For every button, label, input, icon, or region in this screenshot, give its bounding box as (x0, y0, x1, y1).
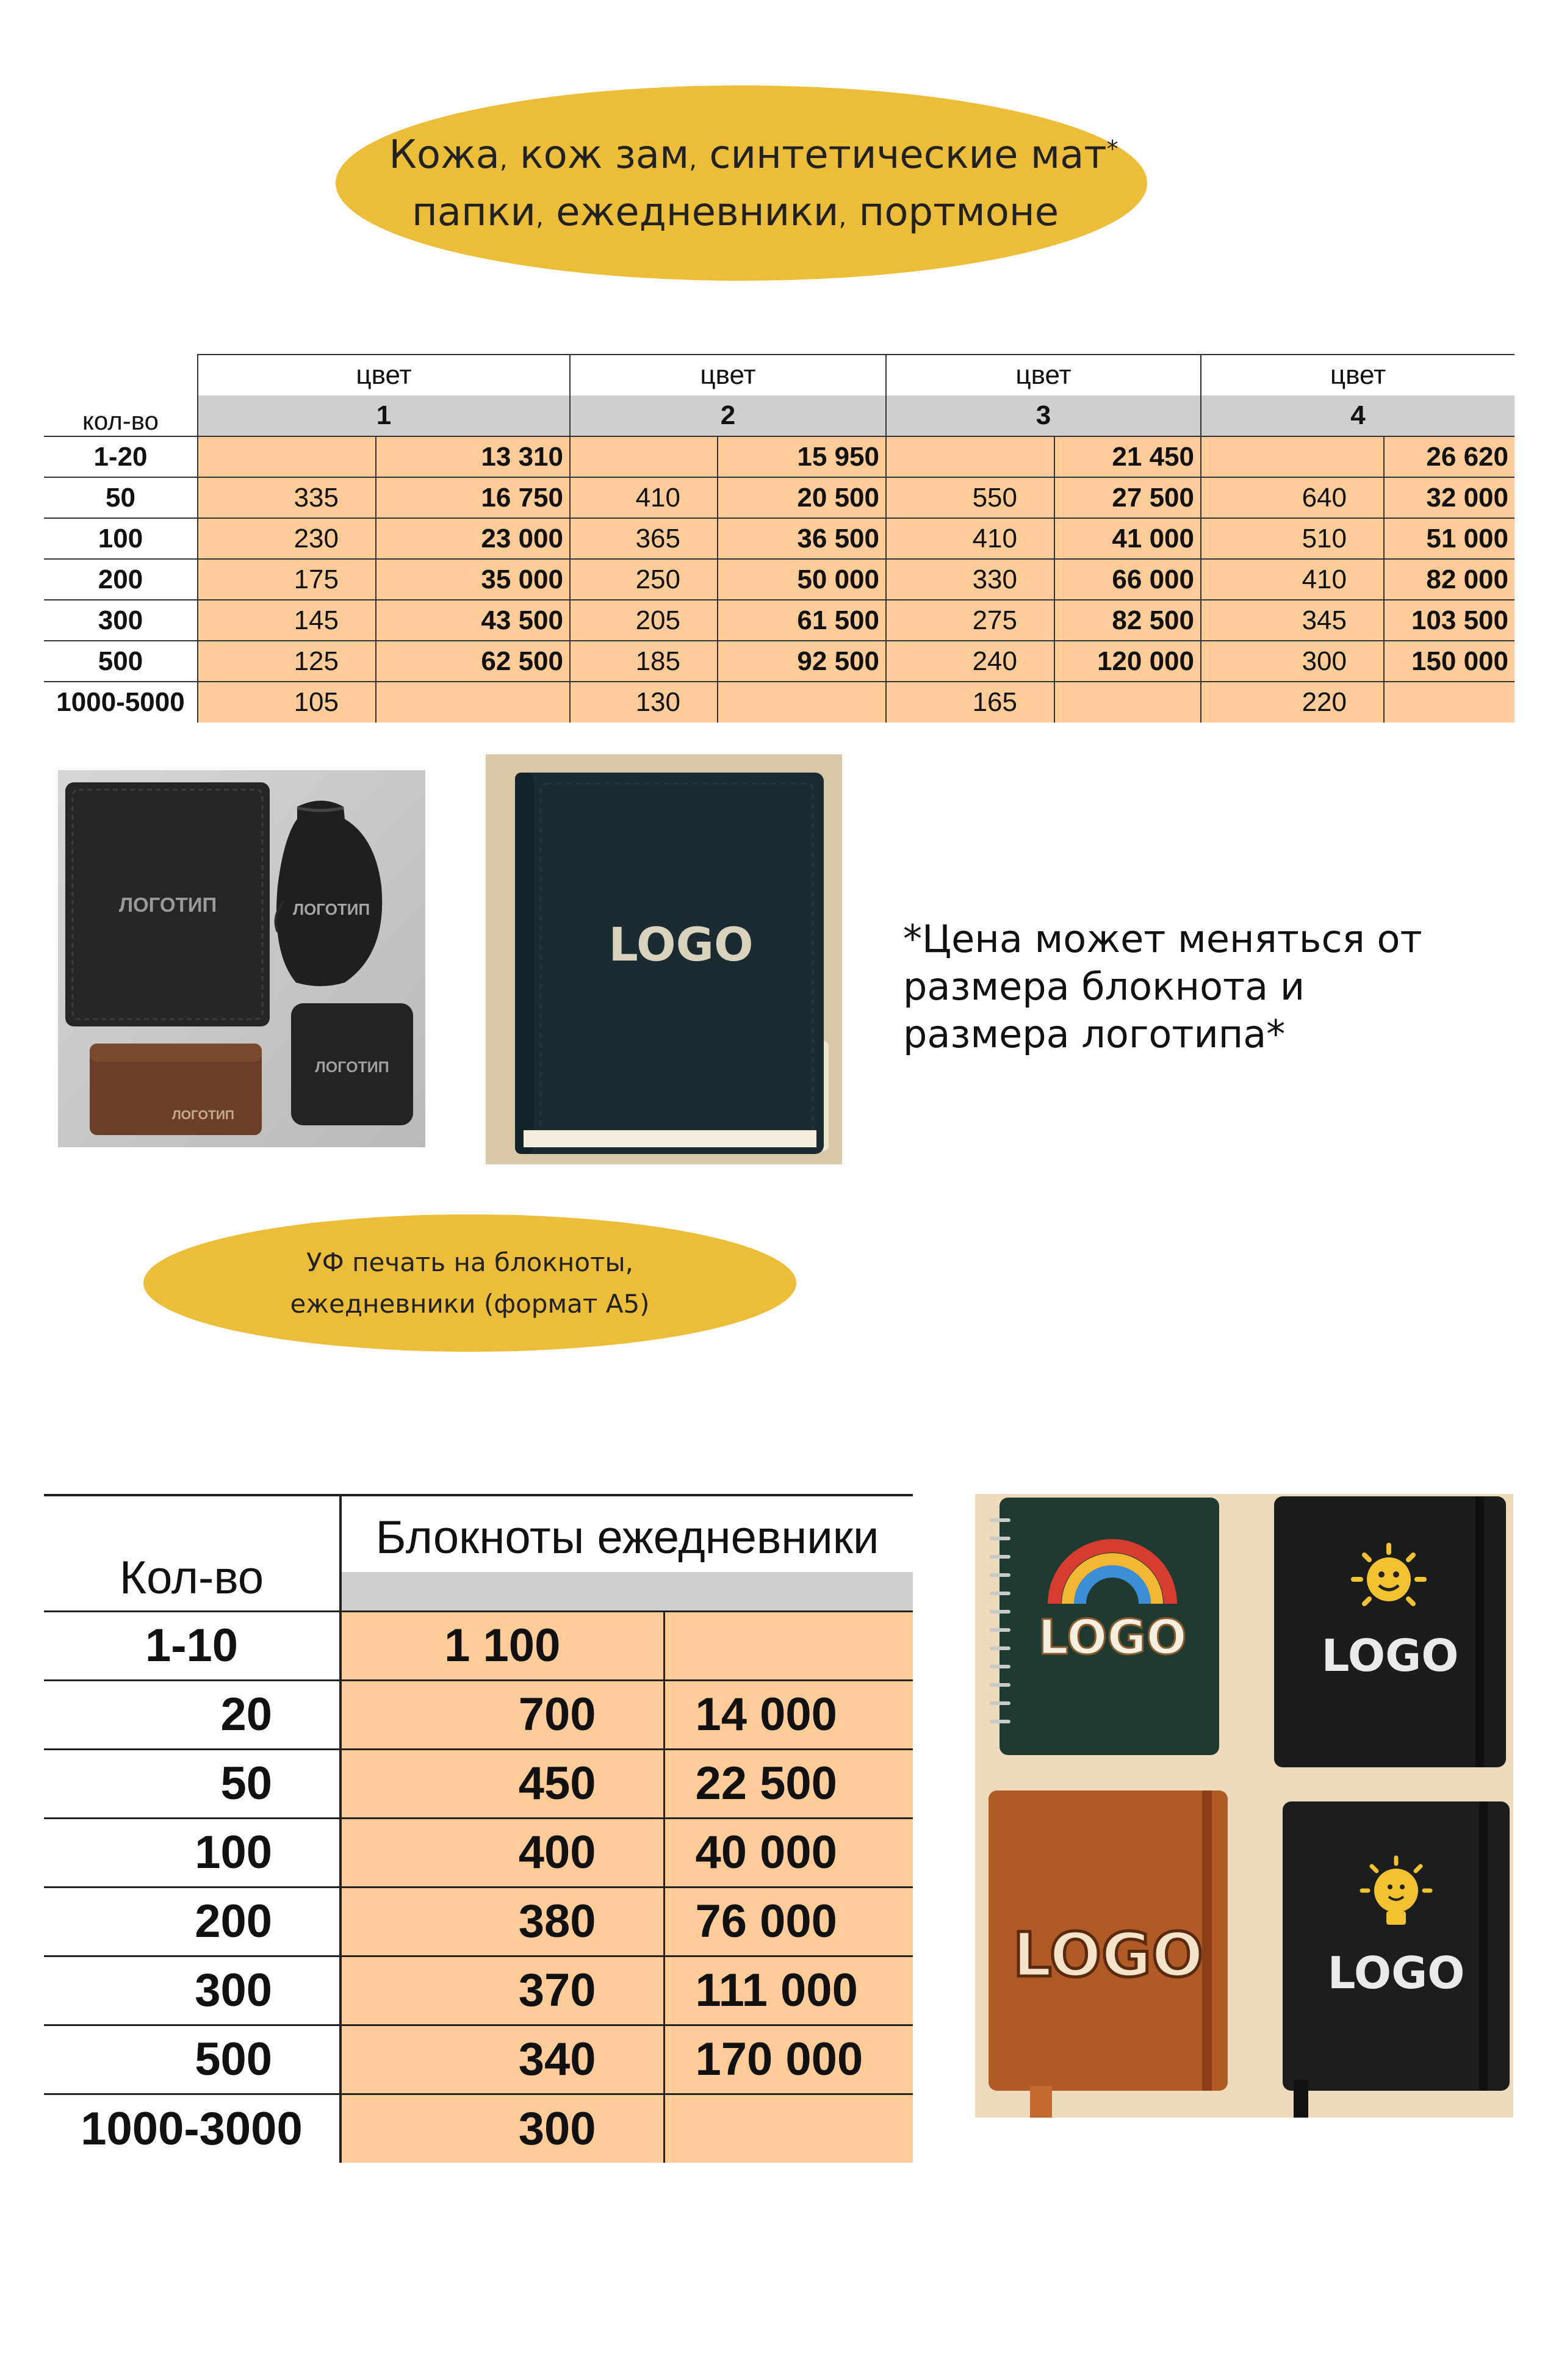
unit-price-cell: 700 (340, 1680, 664, 1749)
table1-row (44, 600, 1515, 641)
total-price-cell: 23 000 (376, 518, 570, 559)
total-price-cell (664, 2094, 913, 2163)
unit-price-cell: 185 (570, 641, 718, 682)
logo-label-pouch: ЛОГОТИП (292, 900, 370, 918)
unit-price-cell: 300 (340, 2094, 664, 2163)
unit-price-cell: 145 (198, 600, 376, 641)
total-price-cell (718, 682, 886, 723)
unit-price-cell (570, 436, 718, 477)
qty-cell: 300 (44, 600, 198, 641)
qty-cell: 300 (44, 1956, 340, 2025)
header-gray-bar (340, 1572, 913, 1611)
unit-price-cell: 510 (1201, 518, 1384, 559)
price-note (903, 915, 1513, 1058)
total-price-cell: 82 000 (1384, 559, 1515, 600)
table1-header-row (44, 355, 1515, 395)
qty-cell: 20 (44, 1680, 340, 1749)
unit-price-cell: 410 (570, 477, 718, 518)
unit-price-cell (1201, 436, 1384, 477)
total-price-cell: 103 500 (1384, 600, 1515, 641)
header-word: Кожа (389, 132, 500, 178)
dark-notebook-photo (486, 754, 842, 1164)
table1-row (44, 682, 1515, 723)
header-word: кож зам (507, 132, 690, 178)
color-number: 3 (886, 395, 1201, 436)
table1-row (44, 477, 1515, 518)
color-header: цвет (886, 355, 1201, 395)
header-asterisk: * (1106, 135, 1118, 162)
qty-cell: 1-10 (44, 1611, 340, 1680)
logo-label-orange: LOGO (1012, 1919, 1204, 1991)
header-comma: , (838, 203, 847, 231)
total-price-cell: 40 000 (664, 1818, 913, 1887)
total-price-cell: 150 000 (1384, 641, 1515, 682)
leather-products-illustration (58, 770, 425, 1147)
color-header: цвет (570, 355, 886, 395)
unit-price-cell: 1 100 (340, 1611, 664, 1680)
qty-cell: 50 (44, 1749, 340, 1818)
qty-cell: 200 (44, 559, 198, 600)
qty-cell: 1000-5000 (44, 682, 198, 723)
header-word: портмоне (846, 190, 1059, 235)
total-price-cell: 50 000 (718, 559, 886, 600)
total-price-cell: 92 500 (718, 641, 886, 682)
table2-row (44, 1749, 913, 1818)
unit-price-cell: 130 (570, 682, 718, 723)
table2-header-row (44, 1495, 913, 1572)
leather-products-photo (58, 770, 425, 1147)
qty-cell: 100 (44, 1818, 340, 1887)
unit-price-cell: 365 (570, 518, 718, 559)
price-table-notebooks (44, 1494, 913, 2163)
total-price-cell: 26 620 (1384, 436, 1515, 477)
header-comma: , (536, 203, 544, 231)
logo-label-black-top: LOGO (1321, 1630, 1459, 1681)
logo-label-wallet: ЛОГОТИП (315, 1059, 389, 1076)
table2-row (44, 2025, 913, 2094)
total-price-cell (664, 1611, 913, 1680)
qty-column-header: Кол-во (44, 1495, 340, 1611)
total-price-cell: 43 500 (376, 600, 570, 641)
header-ellipse (336, 85, 1147, 281)
total-price-cell: 22 500 (664, 1749, 913, 1818)
total-price-cell: 62 500 (376, 641, 570, 682)
notebooks-column-header: Блокноты ежедневники (340, 1495, 913, 1572)
unit-price-cell: 230 (198, 518, 376, 559)
uv-print-ellipse (143, 1214, 796, 1352)
unit-price-cell: 640 (1201, 477, 1384, 518)
table2-row (44, 1611, 913, 1680)
unit-price-cell: 125 (198, 641, 376, 682)
total-price-cell: 82 500 (1054, 600, 1201, 641)
total-price-cell: 35 000 (376, 559, 570, 600)
table1-row (44, 559, 1515, 600)
total-price-cell: 66 000 (1054, 559, 1201, 600)
table2-body (44, 1611, 913, 2163)
header-comma: , (499, 146, 508, 174)
unit-price-cell: 340 (340, 2025, 664, 2094)
header-line-2 (412, 186, 1059, 243)
color-header: цвет (198, 355, 570, 395)
table1-row (44, 641, 1515, 682)
table2-row (44, 1956, 913, 2025)
uv-title-line: ежедневники (формат А5) (290, 1288, 650, 1319)
unit-price-cell: 220 (1201, 682, 1384, 723)
logo-label-black-bottom: LOGO (1327, 1947, 1465, 1999)
total-price-cell: 61 500 (718, 600, 886, 641)
total-price-cell: 32 000 (1384, 477, 1515, 518)
unit-price-cell: 205 (570, 600, 718, 641)
total-price-cell: 170 000 (664, 2025, 913, 2094)
unit-price-cell: 335 (198, 477, 376, 518)
unit-price-cell: 300 (1201, 641, 1384, 682)
total-price-cell: 13 310 (376, 436, 570, 477)
table2-row (44, 1818, 913, 1887)
note-line: размера блокнота и (903, 964, 1305, 1009)
table1-row (44, 436, 1515, 477)
total-price-cell (1384, 682, 1515, 723)
unit-price-cell: 410 (886, 518, 1054, 559)
unit-price-cell (886, 436, 1054, 477)
total-price-cell: 27 500 (1054, 477, 1201, 518)
total-price-cell (1054, 682, 1201, 723)
total-price-cell: 76 000 (664, 1887, 913, 1956)
total-price-cell: 36 500 (718, 518, 886, 559)
price-table-leather (44, 354, 1515, 723)
color-header: цвет (1201, 355, 1515, 395)
qty-cell: 1-20 (44, 436, 198, 477)
unit-price-cell: 165 (886, 682, 1054, 723)
unit-price-cell: 400 (340, 1818, 664, 1887)
unit-price-cell: 275 (886, 600, 1054, 641)
unit-price-cell: 105 (198, 682, 376, 723)
qty-cell: 200 (44, 1887, 340, 1956)
unit-price-cell: 370 (340, 1956, 664, 2025)
qty-cell: 500 (44, 641, 198, 682)
total-price-cell: 120 000 (1054, 641, 1201, 682)
header-word: папки (411, 190, 536, 235)
qty-cell: 100 (44, 518, 198, 559)
table2-row (44, 1680, 913, 1749)
four-notebooks-illustration (975, 1494, 1513, 2118)
color-number: 1 (198, 395, 570, 436)
color-number: 2 (570, 395, 886, 436)
table1-color-number-row (44, 395, 1515, 436)
table2-row (44, 1887, 913, 1956)
unit-price-cell: 410 (1201, 559, 1384, 600)
unit-price-cell: 345 (1201, 600, 1384, 641)
unit-price-cell: 450 (340, 1749, 664, 1818)
logo-label-green: LOGO (1038, 1610, 1187, 1665)
total-price-cell: 51 000 (1384, 518, 1515, 559)
unit-price-cell (198, 436, 376, 477)
unit-price-cell: 550 (886, 477, 1054, 518)
note-line: *Цена может меняться от (903, 917, 1422, 961)
note-line: размера логотипа* (903, 1012, 1286, 1056)
logo-label-passport: ЛОГОТИП (118, 893, 217, 916)
logo-label-cardholder: ЛОГОТИП (171, 1108, 235, 1122)
color-number: 4 (1201, 395, 1515, 436)
unit-price-cell: 330 (886, 559, 1054, 600)
header-word: ежедневники (543, 190, 839, 235)
total-price-cell: 14 000 (664, 1680, 913, 1749)
header-comma: , (689, 146, 697, 174)
dark-notebook-illustration (486, 754, 842, 1164)
total-price-cell: 20 500 (718, 477, 886, 518)
total-price-cell: 111 000 (664, 1956, 913, 2025)
unit-price-cell: 250 (570, 559, 718, 600)
total-price-cell: 41 000 (1054, 518, 1201, 559)
header-line-1 (389, 123, 1118, 186)
qty-cell: 500 (44, 2025, 340, 2094)
logo-label-notebook: LOGO (608, 917, 754, 972)
table2-row (44, 2094, 913, 2163)
unit-price-cell: 240 (886, 641, 1054, 682)
four-notebooks-photo (975, 1494, 1513, 2118)
qty-cell: 50 (44, 477, 198, 518)
total-price-cell: 21 450 (1054, 436, 1201, 477)
header-word: синтетические мат (696, 132, 1107, 178)
total-price-cell (376, 682, 570, 723)
unit-price-cell: 380 (340, 1887, 664, 1956)
qty-cell: 1000-3000 (44, 2094, 340, 2163)
total-price-cell: 16 750 (376, 477, 570, 518)
uv-title-line: УФ печать на блокноты, (306, 1247, 633, 1277)
unit-price-cell: 175 (198, 559, 376, 600)
qty-column-header: кол-во (44, 355, 198, 436)
table1-row (44, 518, 1515, 559)
total-price-cell: 15 950 (718, 436, 886, 477)
table1-body (44, 436, 1515, 723)
